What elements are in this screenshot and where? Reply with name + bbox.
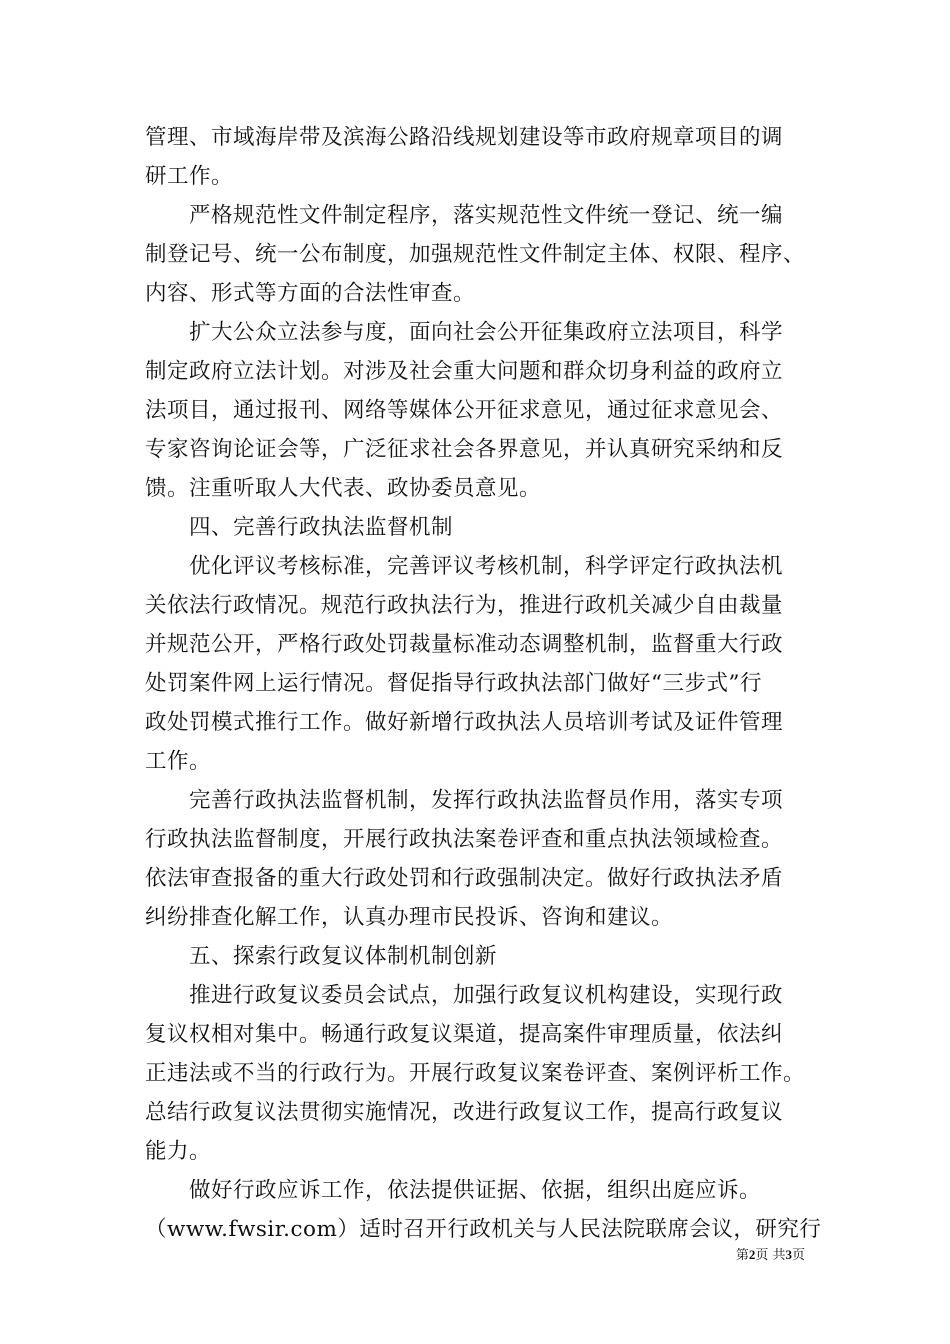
paragraph-line: 依法审查报备的重大行政处罚和行政强制决定。做好行政执法矛盾: [145, 866, 784, 891]
paragraph-line: 纠纷排查化解工作，认真办理市民投诉、咨询和建议。: [145, 905, 674, 930]
paragraph-line: 制定政府立法计划。对涉及社会重大问题和群众切身利益的政府立: [145, 359, 784, 384]
paragraph-line: 法项目，通过报刊、网络等媒体公开征求意见，通过征求意见会、: [145, 398, 784, 423]
paragraph-line: 馈。注重听取人大代表、政协委员意见。: [145, 476, 542, 501]
document-body: [145, 118, 825, 1249]
paragraph-line: 复议权相对集中。畅通行政复议渠道，提高案件审理质量，依法纠: [145, 1022, 784, 1047]
footer-mid: 页 共: [755, 1248, 786, 1263]
paragraph-line: 严格规范性文件制定程序，落实规范性文件统一登记、统一编: [189, 203, 784, 228]
paragraph-line: 关依法行政情况。规范行政执法行为，推进行政机关减少自由裁量: [145, 593, 784, 618]
section-heading: 五、探索行政复议体制机制创新: [189, 944, 498, 969]
paragraph-line: 管理、市域海岸带及滨海公路沿线规划建设等市政府规章项目的调: [145, 125, 784, 150]
paragraph-line: 并规范公开，严格行政处罚裁量标准动态调整机制，监督重大行政: [145, 632, 784, 657]
paragraph-line: 工作。: [145, 749, 212, 774]
footer-suffix: 页: [791, 1248, 805, 1263]
paragraph-line: 研工作。: [145, 164, 234, 189]
paragraph-line: 行政执法监督制度，开展行政执法案卷评查和重点执法领域检查。: [145, 827, 784, 852]
current-page-number: 2: [748, 1247, 756, 1262]
paragraph-line: 做好行政应诉工作，依法提供证据、依据，组织出庭应诉。: [189, 1178, 762, 1203]
paragraph-line: 制登记号、统一公布制度，加强规范性文件制定主体、权限、程序、: [145, 242, 806, 267]
page-number-footer: [736, 1246, 805, 1265]
section-heading: 四、完善行政执法监督机制: [189, 515, 454, 540]
paragraph-line: 专家咨询论证会等，广泛征求社会各界意见，并认真研究采纳和反: [145, 437, 784, 462]
paragraph-line: （www.fwsir.com）适时召开行政机关与人民法院联席会议，研究行: [145, 1217, 822, 1242]
paragraph-line: 政处罚模式推行工作。做好新增行政执法人员培训考试及证件管理: [145, 710, 784, 735]
paragraph-line: 内容、形式等方面的合法性审查。: [145, 281, 476, 306]
paragraph-line: 扩大公众立法参与度，面向社会公开征集政府立法项目，科学: [189, 320, 784, 345]
paragraph-line: 正违法或不当的行政行为。开展行政复议案卷评查、案例评析工作。: [145, 1061, 806, 1086]
paragraph-line: 完善行政执法监督机制，发挥行政执法监督员作用，落实专项: [189, 788, 784, 813]
paragraph-line: 能力。: [145, 1139, 212, 1164]
paragraph-line: 总结行政复议法贯彻实施情况，改进行政复议工作，提高行政复议: [145, 1100, 784, 1125]
paragraph-line: 处罚案件网上运行情况。督促指导行政执法部门做好“三步式”行: [145, 671, 762, 696]
footer-prefix: 第: [735, 1248, 749, 1263]
paragraph-line: 推进行政复议委员会试点，加强行政复议机构建设，实现行政: [189, 983, 784, 1008]
paragraph-line: 优化评议考核标准，完善评议考核机制，科学评定行政执法机: [189, 554, 784, 579]
total-page-number: 3: [785, 1247, 792, 1262]
